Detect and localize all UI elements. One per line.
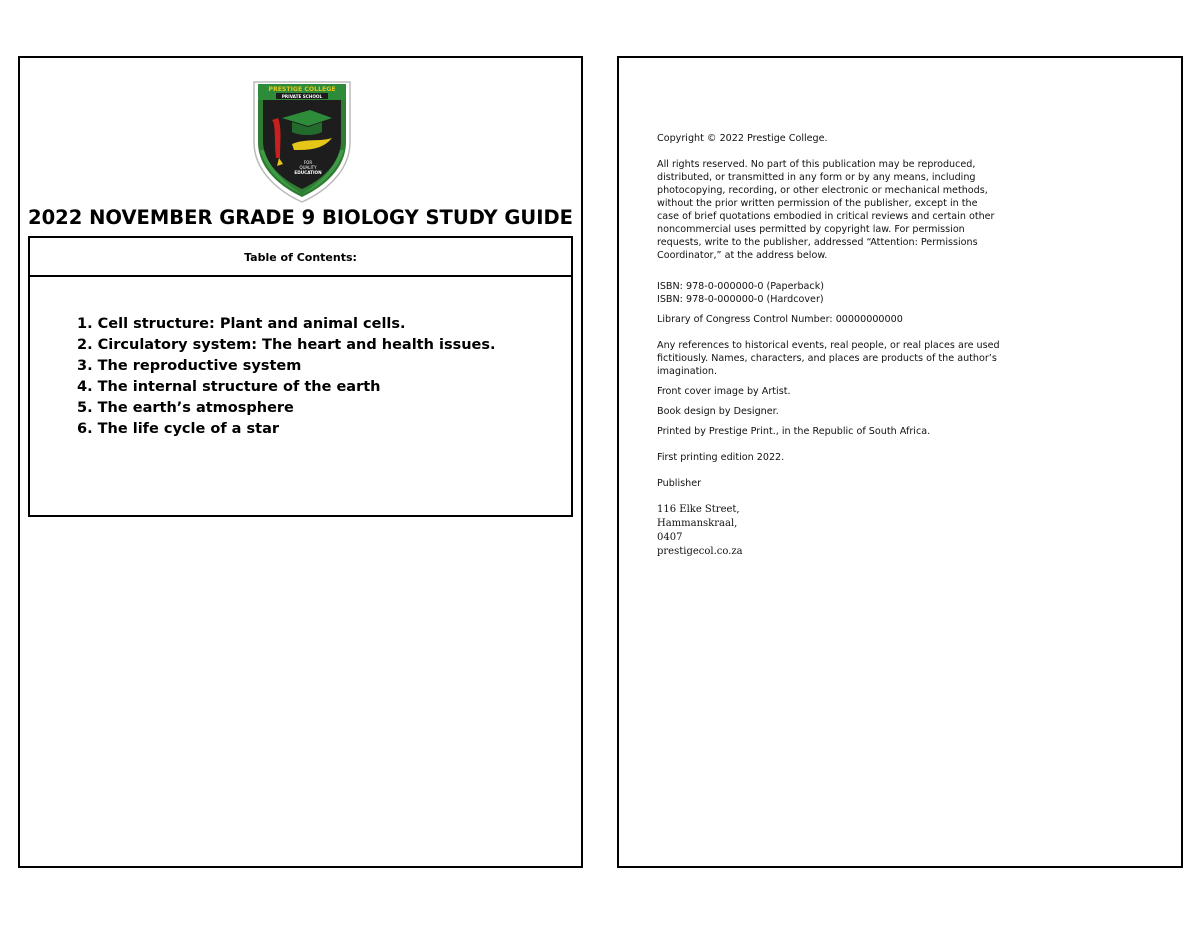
fiction-notice (657, 339, 1017, 378)
svg-text:QUALITY: QUALITY (299, 165, 317, 170)
rights-line: noncommercial uses permitted by copyright law. For permission (657, 224, 965, 235)
book-design-credit: Book design by Designer. (657, 406, 779, 417)
address-line: Hammanskraal, (657, 518, 738, 529)
publisher-label: Publisher (657, 478, 702, 489)
rights-line: All rights reserved. No part of this publication may be reproduced, (657, 159, 976, 170)
toc-item: 5. The earth’s atmosphere (77, 400, 294, 416)
rights-line: without the prior written permission of the publisher, except in the (657, 198, 978, 209)
printer-credit: Printed by Prestige Print., in the Republic of South Africa. (657, 426, 931, 437)
front-cover-credit: Front cover image by Artist. (657, 386, 791, 397)
website: prestigecol.co.za (657, 546, 743, 557)
publisher-address (657, 503, 1017, 559)
svg-text:EDUCATION: EDUCATION (294, 170, 322, 175)
loc-number: Library of Congress Control Number: 00000000000 (657, 314, 903, 325)
toc-item: 2. Circulatory system: The heart and health issues. (77, 337, 496, 353)
table-of-contents (28, 236, 573, 517)
toc-item: 1. Cell structure: Plant and animal cells. (77, 316, 406, 332)
copyright-block (657, 132, 1017, 559)
isbn-block (657, 280, 1017, 306)
rights-paragraph (657, 158, 1017, 262)
cover-page (18, 56, 583, 868)
first-printing: First printing edition 2022. (657, 452, 785, 463)
toc-heading: Table of Contents: (30, 238, 571, 277)
isbn-paperback: ISBN: 978-0-000000-0 (Paperback) (657, 281, 824, 292)
fiction-line: fictitiously. Names, characters, and places are products of the author’s (657, 353, 997, 364)
rights-line: distributed, or transmitted in any form or by any means, including (657, 172, 976, 183)
toc-item: 6. The life cycle of a star (77, 421, 280, 437)
address-line: 0407 (657, 532, 683, 543)
rights-line: Coordinator,” at the address below. (657, 250, 828, 261)
fiction-line: imagination. (657, 366, 718, 377)
school-crest-logo (252, 80, 352, 204)
fiction-line: Any references to historical events, real people, or real places are used (657, 340, 1000, 351)
copyright-line: Copyright © 2022 Prestige College. (657, 133, 828, 144)
toc-item: 3. The reproductive system (77, 358, 302, 374)
toc-item: 4. The internal structure of the earth (77, 379, 381, 395)
svg-text:PRESTIGE COLLEGE: PRESTIGE COLLEGE (268, 86, 336, 93)
rights-line: case of brief quotations embodied in critical reviews and certain other (657, 211, 995, 222)
copyright-page (617, 56, 1183, 868)
rights-line: requests, write to the publisher, addressed “Attention: Permissions (657, 237, 978, 248)
address-line: 116 Elke Street, (657, 504, 740, 515)
rights-line: photocopying, recording, or other electronic or mechanical methods, (657, 185, 988, 196)
toc-list (77, 314, 496, 440)
document-title: 2022 NOVEMBER GRADE 9 BIOLOGY STUDY GUIDE (28, 206, 573, 229)
isbn-hardcover: ISBN: 978-0-000000-0 (Hardcover) (657, 294, 824, 305)
svg-text:PRIVATE SCHOOL: PRIVATE SCHOOL (281, 94, 323, 99)
svg-text:FOR: FOR (303, 160, 313, 165)
